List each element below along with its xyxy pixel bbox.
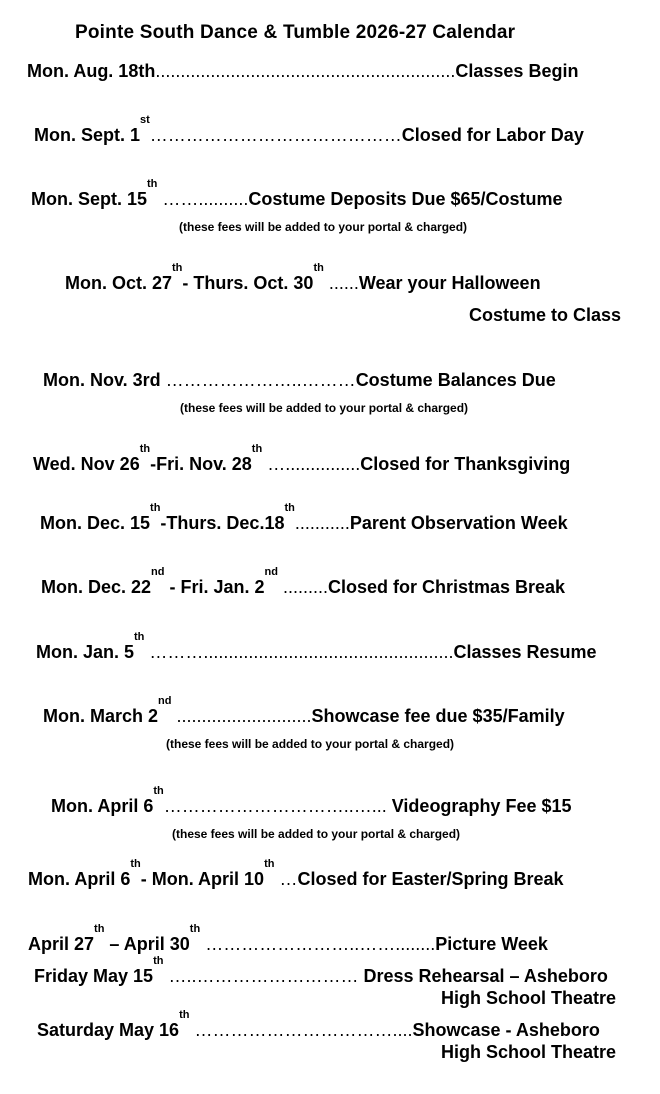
fee-note: (these fees will be added to your portal & charged) xyxy=(166,737,455,751)
event-costume-deposits: Mon. Sept. 15th ……..........Costume Deposits Due $65/Costume xyxy=(31,178,563,209)
event-halloween-cont: Costume to Class xyxy=(469,305,622,325)
event-dress-rehearsal-cont: High School Theatre xyxy=(441,988,617,1008)
leader-dots: ...... xyxy=(323,273,359,293)
event-date: Mon. April 6 xyxy=(28,869,131,889)
event-dress-rehearsal: Friday May 15th …..……………………… Dress Rehearsal – Asheboro xyxy=(34,955,608,986)
event-date: April 27 xyxy=(28,934,95,954)
event-label: Costume Balances Due xyxy=(355,370,556,390)
event-parent-observation: Mon. Dec. 15th-Thurs. Dec.18th...........Parent Observation Week xyxy=(40,502,568,533)
event-date: Mon. Aug. 18th xyxy=(27,61,156,81)
fee-note: (these fees will be added to your portal & charged) xyxy=(180,401,469,415)
event-date: Mon. Nov. 3rd xyxy=(43,370,161,390)
event-date: Mon. April 6 xyxy=(51,796,154,816)
event-label: Classes Begin xyxy=(455,61,579,81)
event-date: Mon. March 2 xyxy=(43,706,159,726)
event-date: Wed. Nov 26 xyxy=(33,454,140,474)
event-date: Mon. Sept. 1 xyxy=(34,125,141,145)
event-thanksgiving: Wed. Nov 26th-Fri. Nov. 28th …...............Closed for Thanksgiving xyxy=(33,443,571,474)
event-halloween: Mon. Oct. 27th- Thurs. Oct. 30th ......Wear your Halloween xyxy=(65,262,541,293)
event-date: Mon. Jan. 5 xyxy=(36,642,135,662)
event-label: Closed for Christmas Break xyxy=(327,577,566,597)
leader-dots: …………………..……… xyxy=(160,370,356,390)
event-showcase-cont: High School Theatre xyxy=(441,1042,617,1062)
event-label: Closed for Easter/Spring Break xyxy=(297,869,564,889)
page-title: Pointe South Dance & Tumble 2026-27 Calendar xyxy=(75,22,516,43)
event-label: Dress Rehearsal – Asheboro xyxy=(358,966,608,986)
leader-dots: ……………………..……........ xyxy=(200,934,436,954)
event-label: Costume Deposits Due $65/Costume xyxy=(248,189,563,209)
event-label: Parent Observation Week xyxy=(349,513,568,533)
event-costume-balances xyxy=(43,369,556,391)
event-labor-day: Mon. Sept. 1st……………………………………Closed for Labor Day xyxy=(34,114,584,145)
event-date: Mon. Dec. 22 xyxy=(41,577,152,597)
event-label: Videography Fee $15 xyxy=(386,796,572,816)
leader-dots: ........... xyxy=(294,513,350,533)
leader-dots: … xyxy=(274,869,298,889)
event-label: Closed for Labor Day xyxy=(401,125,584,145)
event-label: Showcase fee due $35/Family xyxy=(311,706,565,726)
event-picture-week: April 27th – April 30th ……………………..……........Picture Week xyxy=(28,923,548,954)
event-showcase: Saturday May 16th ……………………………....Showcase - Asheboro xyxy=(37,1009,600,1040)
event-label: Closed for Thanksgiving xyxy=(360,454,571,474)
leader-dots: ……….................................................. xyxy=(144,642,454,662)
event-date: Mon. Oct. 27 xyxy=(65,273,173,293)
leader-dots: ........................... xyxy=(171,706,312,726)
leader-dots: ............................................................ xyxy=(155,61,456,81)
event-label: Wear your Halloween xyxy=(358,273,541,293)
leader-dots: …….......... xyxy=(157,189,249,209)
event-label: Classes Resume xyxy=(453,642,597,662)
leader-dots: …………………………..…... xyxy=(163,796,387,816)
leader-dots: …………………………………… xyxy=(149,125,402,145)
event-christmas-break: Mon. Dec. 22nd - Fri. Jan. 2nd .........Closed for Christmas Break xyxy=(41,566,566,597)
fee-note: (these fees will be added to your portal & charged) xyxy=(179,220,468,234)
event-classes-resume: Mon. Jan. 5th ………..................................................Classes Resume xyxy=(36,631,597,662)
event-label: Picture Week xyxy=(435,934,548,954)
event-date: Mon. Dec. 15 xyxy=(40,513,151,533)
leader-dots: …………………………….... xyxy=(189,1020,413,1040)
event-spring-break: Mon. April 6th- Mon. April 10th …Closed for Easter/Spring Break xyxy=(28,858,564,889)
event-showcase-fee: Mon. March 2nd ...........................Showcase fee due $35/Family xyxy=(43,695,565,726)
event-date: Saturday May 16 xyxy=(37,1020,180,1040)
leader-dots: …..……………………… xyxy=(163,966,359,986)
event-date: Friday May 15 xyxy=(34,966,154,986)
event-date: Mon. Sept. 15 xyxy=(31,189,148,209)
fee-note: (these fees will be added to your portal & charged) xyxy=(172,827,461,841)
leader-dots: …............... xyxy=(262,454,361,474)
event-classes-begin xyxy=(27,60,578,82)
leader-dots: ......... xyxy=(277,577,328,597)
event-videography-fee: Mon. April 6th…………………………..…... Videography Fee $15 xyxy=(51,785,572,816)
event-label: Showcase - Asheboro xyxy=(412,1020,600,1040)
